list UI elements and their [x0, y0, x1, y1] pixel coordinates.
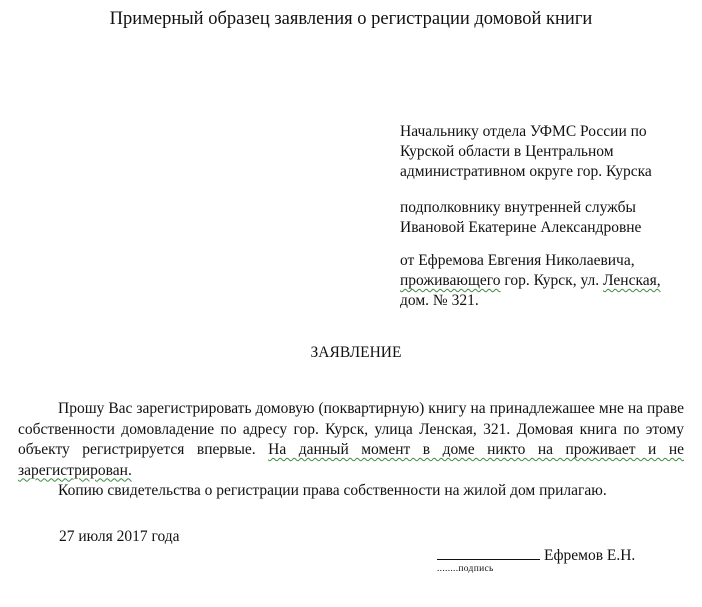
- addressee-department: [400, 122, 652, 182]
- statement-date: 27 июля 2017 года: [59, 528, 180, 545]
- paragraph-text: Прошу Вас зарегистрировать домовую (поквартирную) книгу на принадлежашее мне на праве собственности домовладение по адресу гор. Курск, улица Ленская, 321. Домовая книга по этому объекту регистрируется впервые.: [18, 400, 684, 458]
- applicant-name: от Ефремова Евгения Николаевича,: [400, 252, 635, 269]
- document-title: Примерный образец заявления о регистрации домовой книги: [109, 9, 593, 29]
- statement-body: [18, 399, 684, 502]
- applicant-house: дом. № 321.: [400, 292, 479, 309]
- spellcheck-mark: Ленская,: [603, 272, 661, 289]
- statement-heading: ЗАЯВЛЕНИЕ: [310, 344, 402, 361]
- address-text: гор. Курск, ул.: [500, 272, 604, 289]
- addressee-line: Ивановой Екатерине Александровне: [400, 219, 642, 236]
- addressee-line: административном округе гор. Курска: [400, 163, 652, 180]
- spellcheck-mark: проживающего: [400, 272, 501, 289]
- signature-line: [437, 545, 540, 560]
- addressee-line: Начальнику отдела УФМС России по: [400, 123, 647, 140]
- addressee-line: Курской области в Центральном: [400, 143, 614, 160]
- statement-paragraph: [18, 399, 684, 481]
- spellcheck-mark: На данный момент в доме никто на проживает и не зарегистрирован.: [18, 441, 685, 479]
- applicant-info: [400, 251, 661, 311]
- addressee-line: подполковнику внутренней службы: [400, 199, 636, 216]
- signer-name: Ефремов Е.Н.: [544, 547, 636, 564]
- statement-paragraph: Копию свидетельства о регистрации права собственности на жилой дом прилагаю.: [58, 482, 607, 499]
- applicant-address: [400, 271, 661, 291]
- signature-caption: ........подпись: [437, 564, 494, 574]
- addressee-officer: [400, 198, 641, 238]
